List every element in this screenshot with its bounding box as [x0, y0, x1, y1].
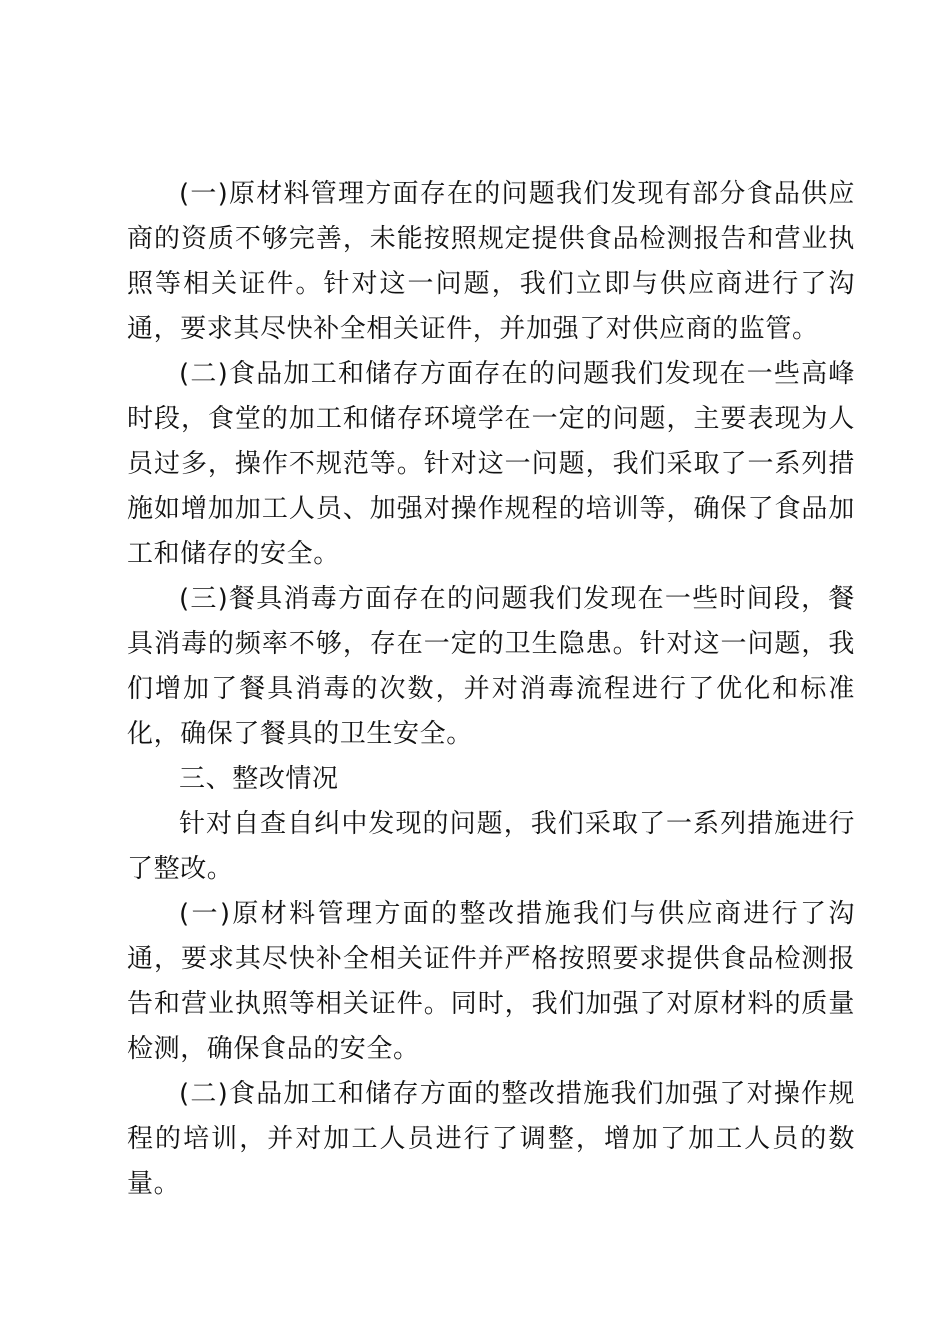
paragraph-raw-material-issue: (一)原材料管理方面存在的问题我们发现有部分食品供应商的资质不够完善，未能按照规定提供食品检测报告和营业执照等相关证件。针对这一问题，我们立即与供应商进行了沟通，要求其尽快补全相关证件，并加强了对供应商的监管。 [127, 179, 855, 344]
paragraph-rectification-intro: 针对自查自纠中发现的问题，我们采取了一系列措施进行了整改。 [127, 809, 855, 884]
section-heading-rectification: 三、整改情况 [179, 764, 339, 794]
paragraph-processing-storage-issue: (二)食品加工和储存方面存在的问题我们发现在一些高峰时段，食堂的加工和储存环境学在一定的问题，主要表现为人员过多，操作不规范等。针对这一问题，我们采取了一系列措施如增加加工人员、加强对操作规程的培训等，确保了食品加工和储存的安全。 [127, 359, 855, 569]
document-body [127, 172, 855, 1207]
paragraph-tableware-disinfection-issue: (三)餐具消毒方面存在的问题我们发现在一些时间段，餐具消毒的频率不够，存在一定的卫生隐患。针对这一问题，我们增加了餐具消毒的次数，并对消毒流程进行了优化和标准化，确保了餐具的卫生安全。 [127, 584, 855, 749]
paragraph-raw-material-rectification: (一)原材料管理方面的整改措施我们与供应商进行了沟通，要求其尽快补全相关证件并严格按照要求提供食品检测报告和营业执照等相关证件。同时，我们加强了对原材料的质量检测，确保食品的安全。 [127, 899, 855, 1064]
paragraph-processing-storage-rectification: (二)食品加工和储存方面的整改措施我们加强了对操作规程的培训，并对加工人员进行了调整，增加了加工人员的数量。 [127, 1079, 855, 1199]
